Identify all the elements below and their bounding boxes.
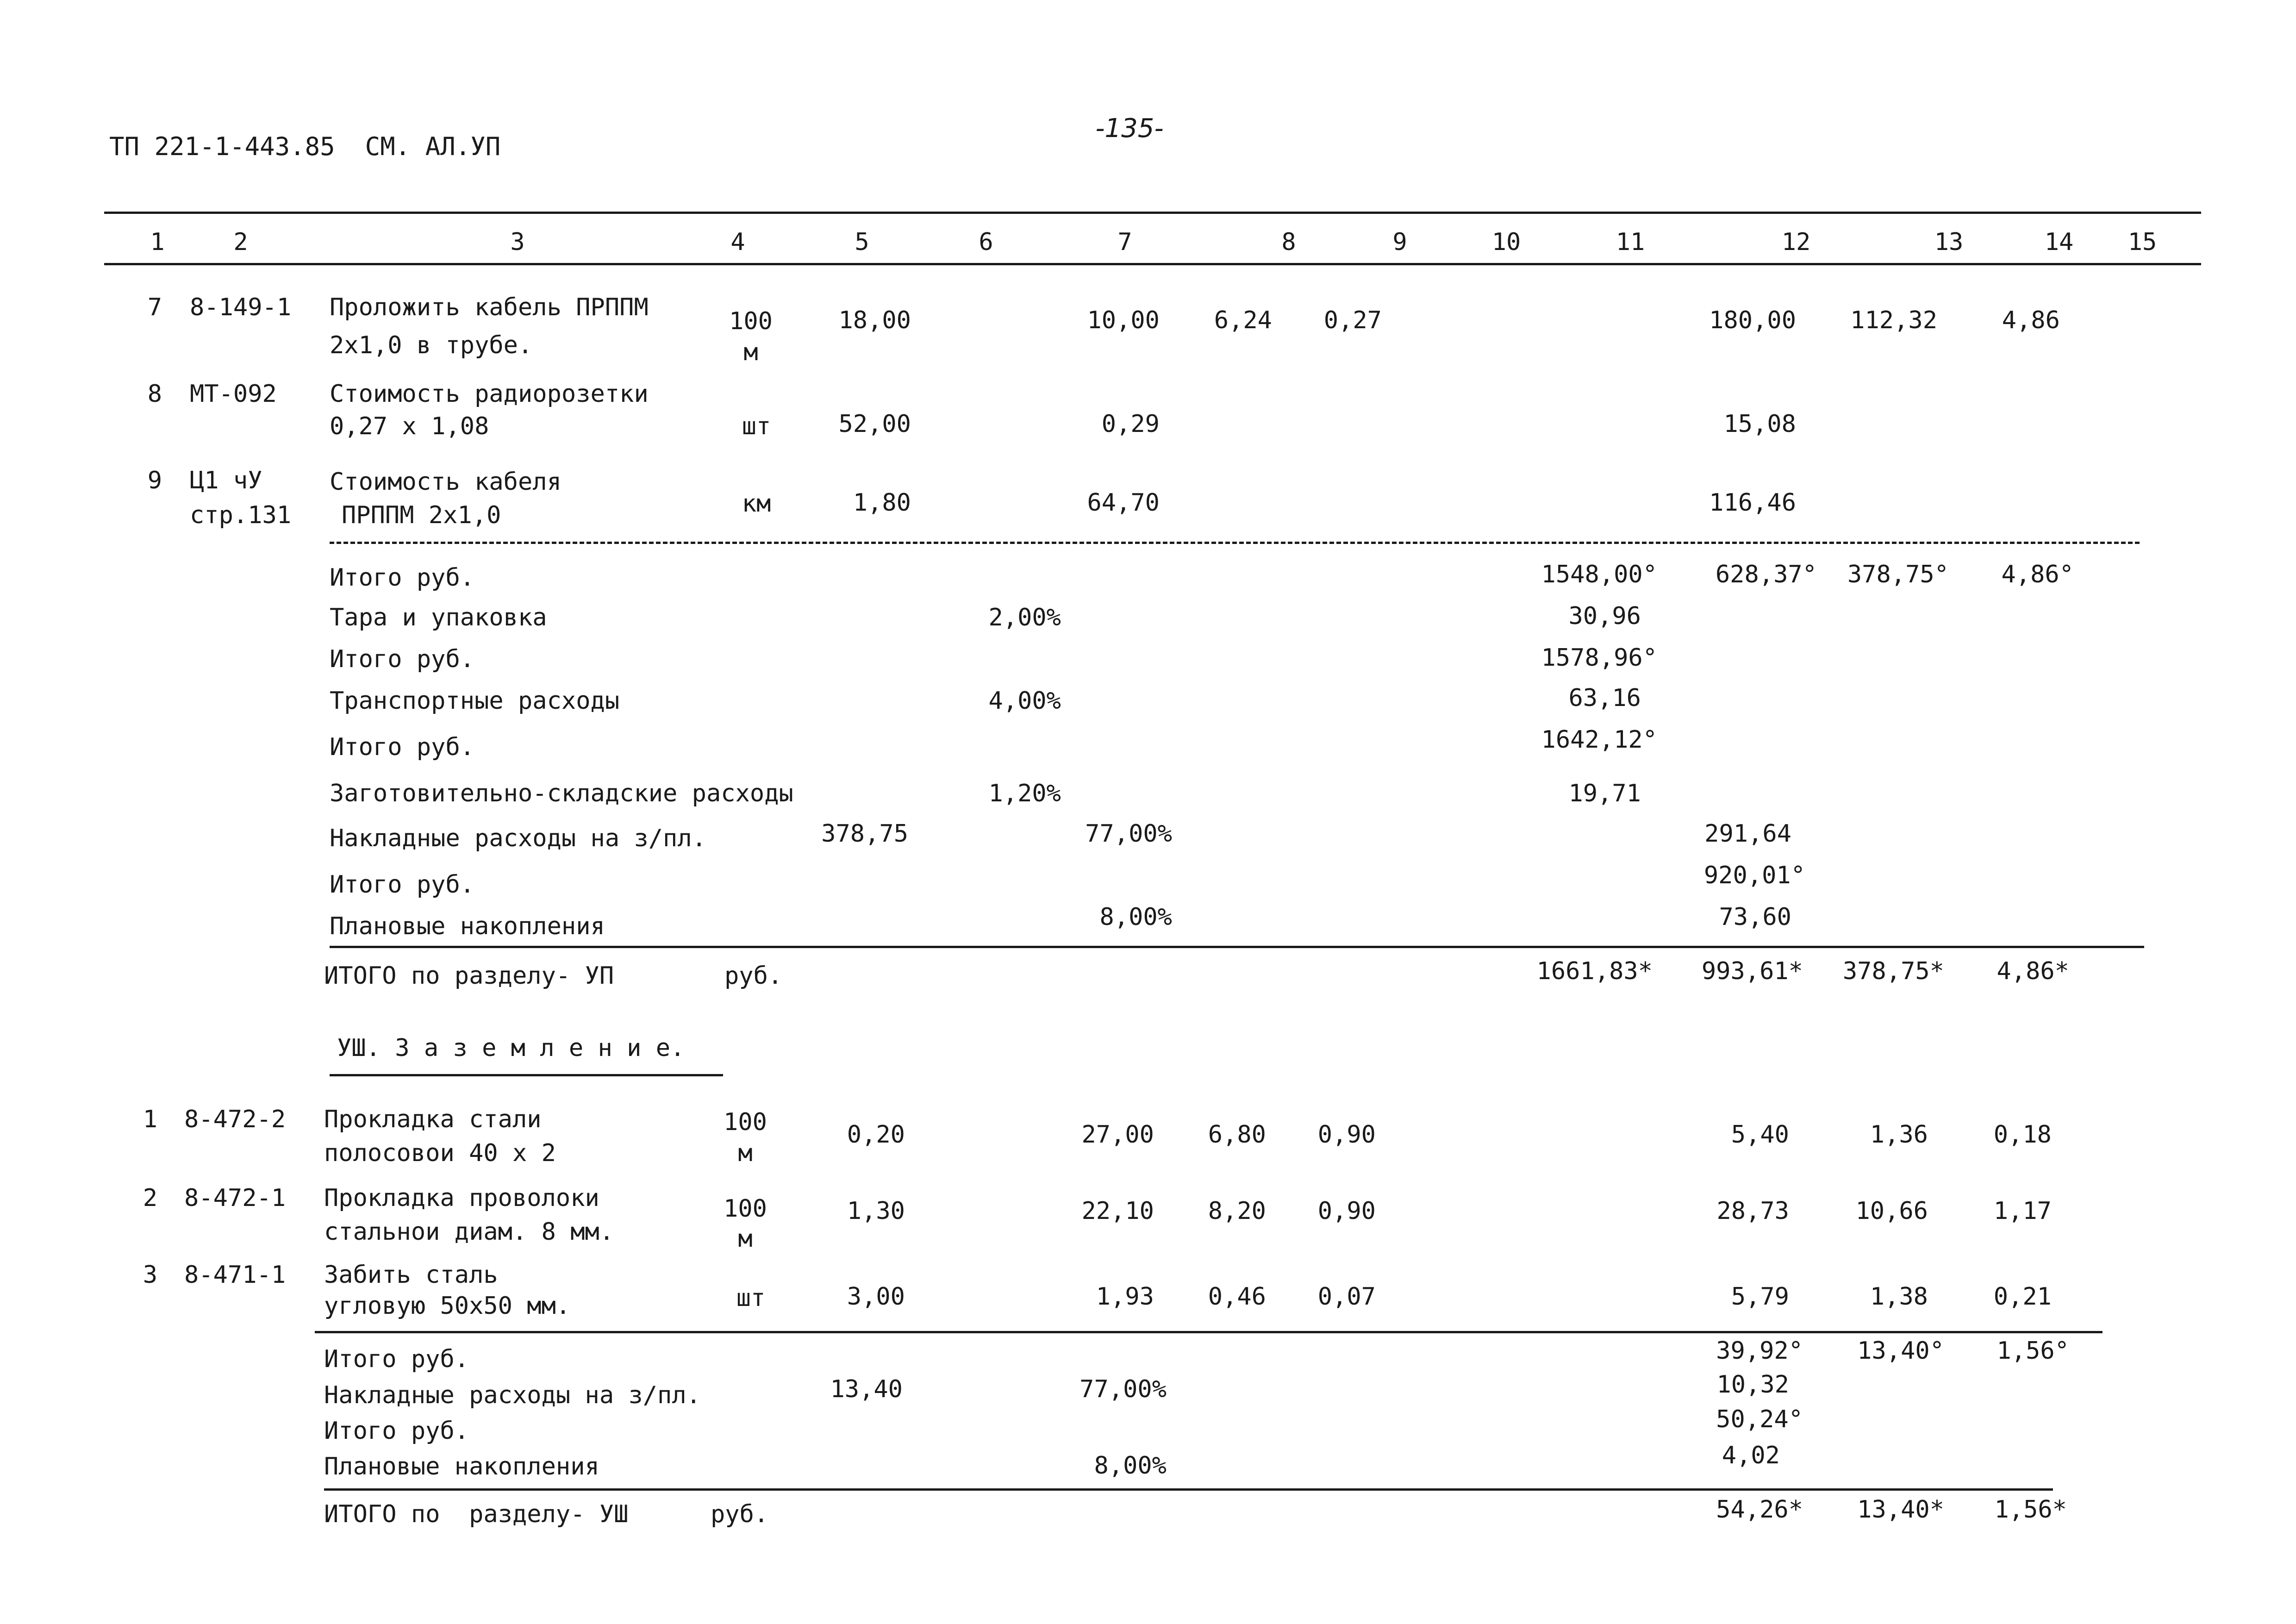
work-name-line1: Прокладка стали <box>324 1106 542 1133</box>
col6-percent: 1,20% <box>988 780 1061 807</box>
col13-value: 10,66 <box>1855 1197 1928 1225</box>
quantity: 18,00 <box>838 306 911 334</box>
col12-value: 15,08 <box>1723 410 1796 438</box>
work-name-line1: Стоимость кабеля <box>330 468 562 496</box>
unit-line2: км <box>742 490 771 518</box>
col14-value: 0,18 <box>1993 1121 2052 1149</box>
col12-value: 39,92° <box>1716 1337 1803 1365</box>
totals-label: Тара и упаковка <box>330 604 547 631</box>
rate-code: 8-472-2 <box>184 1106 286 1133</box>
row-number: 2 <box>143 1184 157 1212</box>
col7-percent: 8,00% <box>1094 1452 1167 1480</box>
quantity: 3,00 <box>847 1283 905 1311</box>
quantity: 1,30 <box>847 1197 905 1225</box>
col11-value: 30,96 <box>1568 602 1641 630</box>
col-header-4: 4 <box>730 228 745 256</box>
col11-value: 1661,83* <box>1536 957 1653 985</box>
col12-value: 993,61* <box>1701 957 1803 985</box>
col11-value: 19,71 <box>1568 780 1641 807</box>
row-number: 1 <box>143 1106 157 1133</box>
row-number: 3 <box>143 1261 157 1289</box>
col13-value: 13,40* <box>1857 1496 1944 1524</box>
col12-value: 116,46 <box>1709 489 1796 517</box>
section-total-label: ИТОГО по разделу- УШ <box>324 1500 629 1528</box>
totals-label: Итого руб. <box>330 645 475 673</box>
unit-line2: м <box>738 1139 753 1167</box>
section-title: УШ. З а з е м л е н и е. <box>337 1034 685 1062</box>
col-header-8: 8 <box>1281 228 1296 256</box>
col-header-3: 3 <box>510 228 525 256</box>
col12-value: 5,40 <box>1731 1121 1789 1149</box>
unit-price: 22,10 <box>1081 1197 1154 1225</box>
col9-value: 0,27 <box>1323 306 1382 334</box>
col12-value: 5,79 <box>1731 1283 1789 1311</box>
col7-percent: 77,00% <box>1079 1375 1167 1403</box>
col12-value: 628,37° <box>1715 561 1817 588</box>
work-name-line2: 0,27 х 1,08 <box>330 412 489 440</box>
table-top-rule <box>104 212 2201 214</box>
col-header-11: 11 <box>1616 228 1645 256</box>
col14-value: 1,56° <box>1997 1337 2069 1365</box>
col5-value: 13,40 <box>830 1375 903 1403</box>
unit-line2: м <box>743 338 758 366</box>
unit-line2: м <box>738 1225 753 1253</box>
col14-value: 4,86 <box>2002 306 2060 334</box>
work-name-line2: полосовои 40 х 2 <box>324 1139 556 1167</box>
col8-value: 8,20 <box>1208 1197 1266 1225</box>
quantity: 1,80 <box>853 489 911 517</box>
col11-value: 1548,00° <box>1541 561 1657 588</box>
col12-value: 180,00 <box>1709 306 1796 334</box>
unit-price: 27,00 <box>1081 1121 1154 1149</box>
col-header-14: 14 <box>2044 228 2074 256</box>
col12-value: 920,01° <box>1703 862 1805 889</box>
col11-value: 1578,96° <box>1541 644 1657 672</box>
unit-price: 64,70 <box>1087 489 1160 517</box>
section7-total-rule <box>330 946 2144 948</box>
col11-value: 1642,12° <box>1541 726 1657 754</box>
col-header-12: 12 <box>1781 228 1811 256</box>
totals-label: Накладные расходы на з/пл. <box>330 824 706 852</box>
col8-value: 0,46 <box>1208 1283 1266 1311</box>
col14-value: 1,17 <box>1993 1197 2052 1225</box>
col8-value: 6,24 <box>1214 306 1272 334</box>
unit-line1: 100 <box>724 1108 767 1136</box>
col-header-10: 10 <box>1491 228 1521 256</box>
section-total-label: ИТОГО по разделу- УП <box>324 962 614 990</box>
section8-total-rule <box>324 1488 2053 1491</box>
rate-code: 8-472-1 <box>184 1184 286 1212</box>
col13-value: 378,75° <box>1847 561 1949 588</box>
col13-value: 1,38 <box>1870 1283 1928 1311</box>
col-header-1: 1 <box>150 228 165 256</box>
col12-value: 4,02 <box>1722 1442 1780 1469</box>
section-title-underline <box>330 1074 723 1076</box>
totals-label: Накладные расходы на з/пл. <box>324 1381 701 1409</box>
unit-price: 10,00 <box>1087 306 1160 334</box>
col8-value: 6,80 <box>1208 1121 1266 1149</box>
totals-label: Заготовительно-складские расходы <box>330 780 793 807</box>
col-header-2: 2 <box>233 228 248 256</box>
col-header-5: 5 <box>855 228 869 256</box>
col6-percent: 4,00% <box>988 687 1061 715</box>
work-name-line1: Проложить кабель ПРППМ <box>330 294 649 321</box>
quantity: 0,20 <box>847 1121 905 1149</box>
col14-value: 4,86* <box>1997 957 2069 985</box>
work-name-line1: Стоимость радиорозетки <box>330 380 649 408</box>
col6-percent: 2,00% <box>988 604 1061 631</box>
col9-value: 0,90 <box>1317 1121 1376 1149</box>
col-header-7: 7 <box>1117 228 1132 256</box>
row-number: 8 <box>147 380 162 408</box>
col5-value: 378,75 <box>821 820 908 848</box>
col14-value: 4,86° <box>2001 561 2074 588</box>
totals-label: Итого руб. <box>324 1417 469 1445</box>
col9-value: 0,07 <box>1317 1283 1376 1311</box>
col12-value: 54,26* <box>1716 1496 1803 1524</box>
col-header-9: 9 <box>1392 228 1407 256</box>
col12-value: 73,60 <box>1719 903 1791 931</box>
col7-percent: 77,00% <box>1085 820 1172 848</box>
totals-label: Транспортные расходы <box>330 687 620 715</box>
col13-value: 1,36 <box>1870 1121 1928 1149</box>
rate-code-line2: стр.131 <box>190 501 292 529</box>
work-name-line2: ПРППМ 2х1,0 <box>342 501 501 529</box>
col12-value: 10,32 <box>1716 1371 1789 1399</box>
col-header-6: 6 <box>979 228 993 256</box>
work-name-line2: угловую 50х50 мм. <box>324 1292 571 1320</box>
section-total-unit: руб. <box>711 1500 769 1528</box>
totals-label: Итого руб. <box>324 1345 469 1373</box>
unit-line2: шт <box>742 412 771 440</box>
unit-line1: 100 <box>729 307 773 335</box>
work-name-line2: стальнои диам. 8 мм. <box>324 1218 614 1246</box>
section-total-unit: руб. <box>724 962 783 990</box>
col12-value: 291,64 <box>1704 820 1791 848</box>
rate-code: Ц1 чУ <box>190 467 262 494</box>
work-name-line1: Забить сталь <box>324 1261 498 1289</box>
quantity: 52,00 <box>838 410 911 438</box>
rate-code: 8-149-1 <box>190 294 292 321</box>
page-number: -135- <box>1095 113 1164 144</box>
col13-value: 112,32 <box>1850 306 1937 334</box>
col-header-15: 15 <box>2128 228 2157 256</box>
row-number: 7 <box>147 294 162 321</box>
rate-code: 8-471-1 <box>184 1261 286 1289</box>
totals-label: Плановые накопления <box>324 1453 599 1480</box>
unit-line1: 100 <box>724 1195 767 1223</box>
col12-value: 28,73 <box>1716 1197 1789 1225</box>
unit-price: 1,93 <box>1096 1283 1154 1311</box>
row-number: 9 <box>147 467 162 494</box>
col14-value: 1,56* <box>1994 1496 2067 1524</box>
col12-value: 50,24° <box>1716 1405 1803 1433</box>
table-header-rule <box>104 263 2201 265</box>
unit-price: 0,29 <box>1101 410 1160 438</box>
work-name-line1: Прокладка проволоки <box>324 1184 599 1212</box>
items-separator-line <box>315 1331 2103 1333</box>
items-separator-line <box>330 542 2140 544</box>
totals-label: Итого руб. <box>330 871 475 899</box>
document-reference: ТП 221-1-443.85 СМ. АЛ.УП <box>109 132 501 161</box>
unit-line2: шт <box>736 1284 766 1312</box>
col-header-13: 13 <box>1934 228 1964 256</box>
rate-code: МТ-092 <box>190 380 277 408</box>
col7-percent: 8,00% <box>1099 903 1172 931</box>
col13-value: 378,75* <box>1842 957 1944 985</box>
totals-label: Итого руб. <box>330 564 475 592</box>
col14-value: 0,21 <box>1993 1283 2052 1311</box>
col9-value: 0,90 <box>1317 1197 1376 1225</box>
col13-value: 13,40° <box>1857 1337 1944 1365</box>
totals-label: Итого руб. <box>330 733 475 761</box>
col11-value: 63,16 <box>1568 684 1641 712</box>
totals-label: Плановые накопления <box>330 912 605 940</box>
work-name-line2: 2х1,0 в трубе. <box>330 331 533 359</box>
